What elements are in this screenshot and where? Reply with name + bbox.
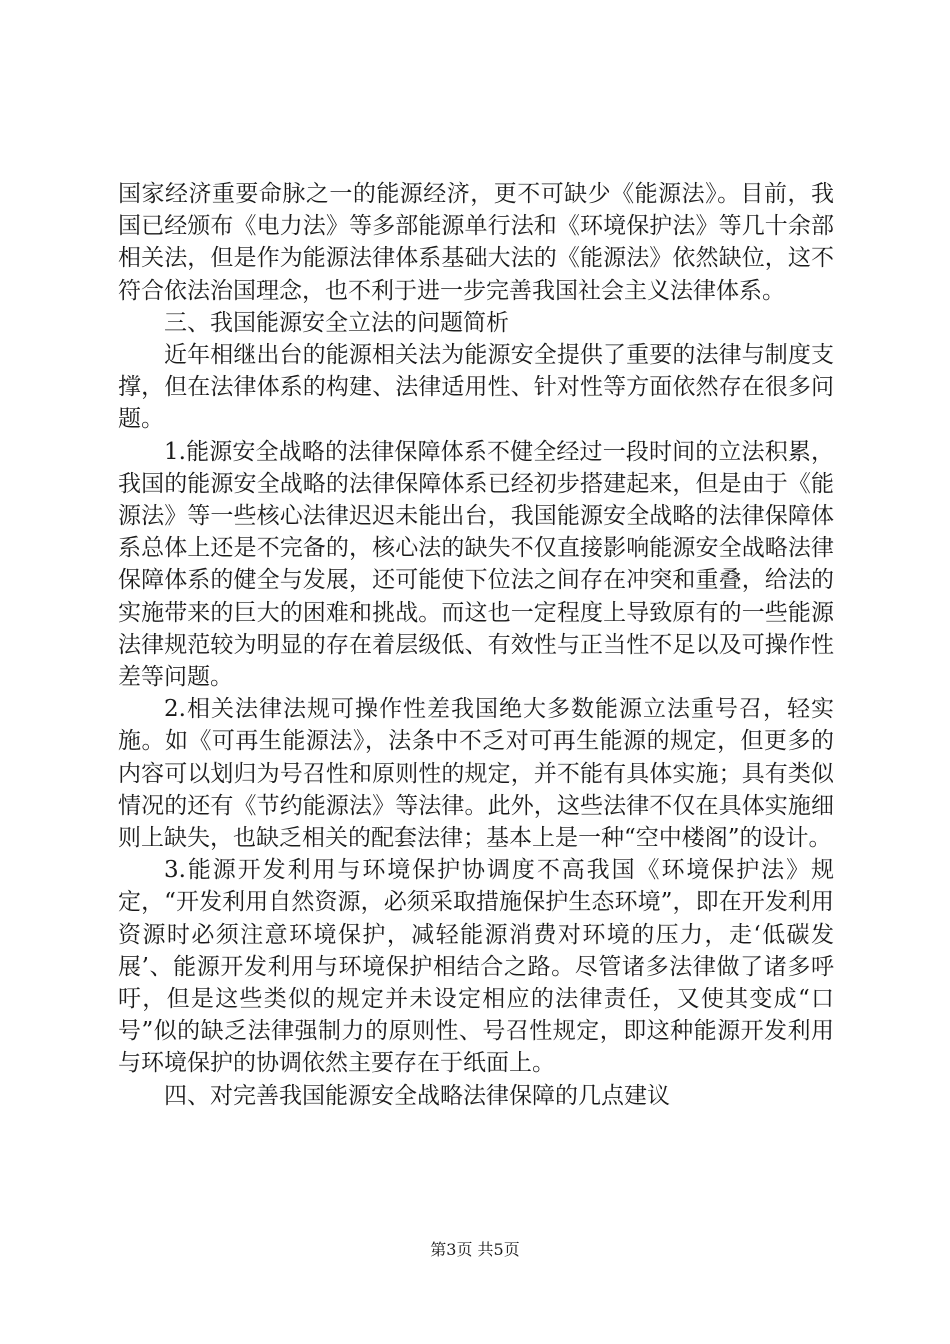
page-footer — [0, 1240, 950, 1260]
page-number: 第3页 共5页 — [430, 1240, 520, 1259]
paragraph-point-1: 1.能源安全战略的法律保障体系不健全经过一段时间的立法积累，我国的能源安全战略的法律保障体系已经初步搭建起来，但是由于《能源法》等一些核心法律迟迟未能出台，我国能源安全战略的法律保障体系总体上还是不完备的，核心法的缺失不仅直接影响能源安全战略法律保障体系的健全与发展，还可能使下位法之间存在冲突和重叠，给法的实施带来的巨大的困难和挑战。而这也一定程度上导致原有的一些能源法律规范较为明显的存在着层级低、有效性与正当性不足以及可操作性差等问题。 — [118, 438, 834, 691]
paragraph-continued: 国家经济重要命脉之一的能源经济，更不可缺少《能源法》。目前，我国已经颁布《电力法》等多部能源单行法和《环境保护法》等几十余部相关法，但是作为能源法律体系基础大法的《能源法》依然缺位，这不符合依法治国理念，也不利于进一步完善我国社会主义法律体系。 — [118, 181, 834, 304]
section-heading-4: 四、对完善我国能源安全战略法律保障的几点建议 — [164, 1082, 670, 1109]
paragraph-intro: 近年相继出台的能源相关法为能源安全提供了重要的法律与制度支撑，但在法律体系的构建、法律适用性、针对性等方面依然存在很多问题。 — [118, 342, 834, 433]
section-heading-3: 三、我国能源安全立法的问题简析 — [164, 309, 509, 336]
document-body — [118, 178, 834, 1112]
paragraph-point-2: 2.相关法律法规可操作性差我国绝大多数能源立法重号召，轻实施。如《可再生能源法》，法条中不乏对可再生能源的规定，但更多的内容可以划归为号召性和原则性的规定，并不能有具体实施；具有类似情况的还有《节约能源法》等法律。此外，这些法律不仅在具体实施细则上缺失，也缺乏相关的配套法律；基本上是一种“空中楼阁”的设计。 — [118, 696, 834, 852]
paragraph-point-3: 3.能源开发利用与环境保护协调度不高我国《环境保护法》规定，“开发利用自然资源，必须采取措施保护生态环境”，即在开发利用资源时必须注意环境保护，减轻能源消费对环境的压力，走‘低碳发展’、能源开发利用与环境保护相结合之路。尽管诸多法律做了诸多呼吁，但是这些类似的规定并未设定相应的法律责任，又使其变成“口号”似的缺乏法律强制力的原则性、号召性规定，即这种能源开发利用与环境保护的协调依然主要存在于纸面上。 — [118, 857, 834, 1077]
